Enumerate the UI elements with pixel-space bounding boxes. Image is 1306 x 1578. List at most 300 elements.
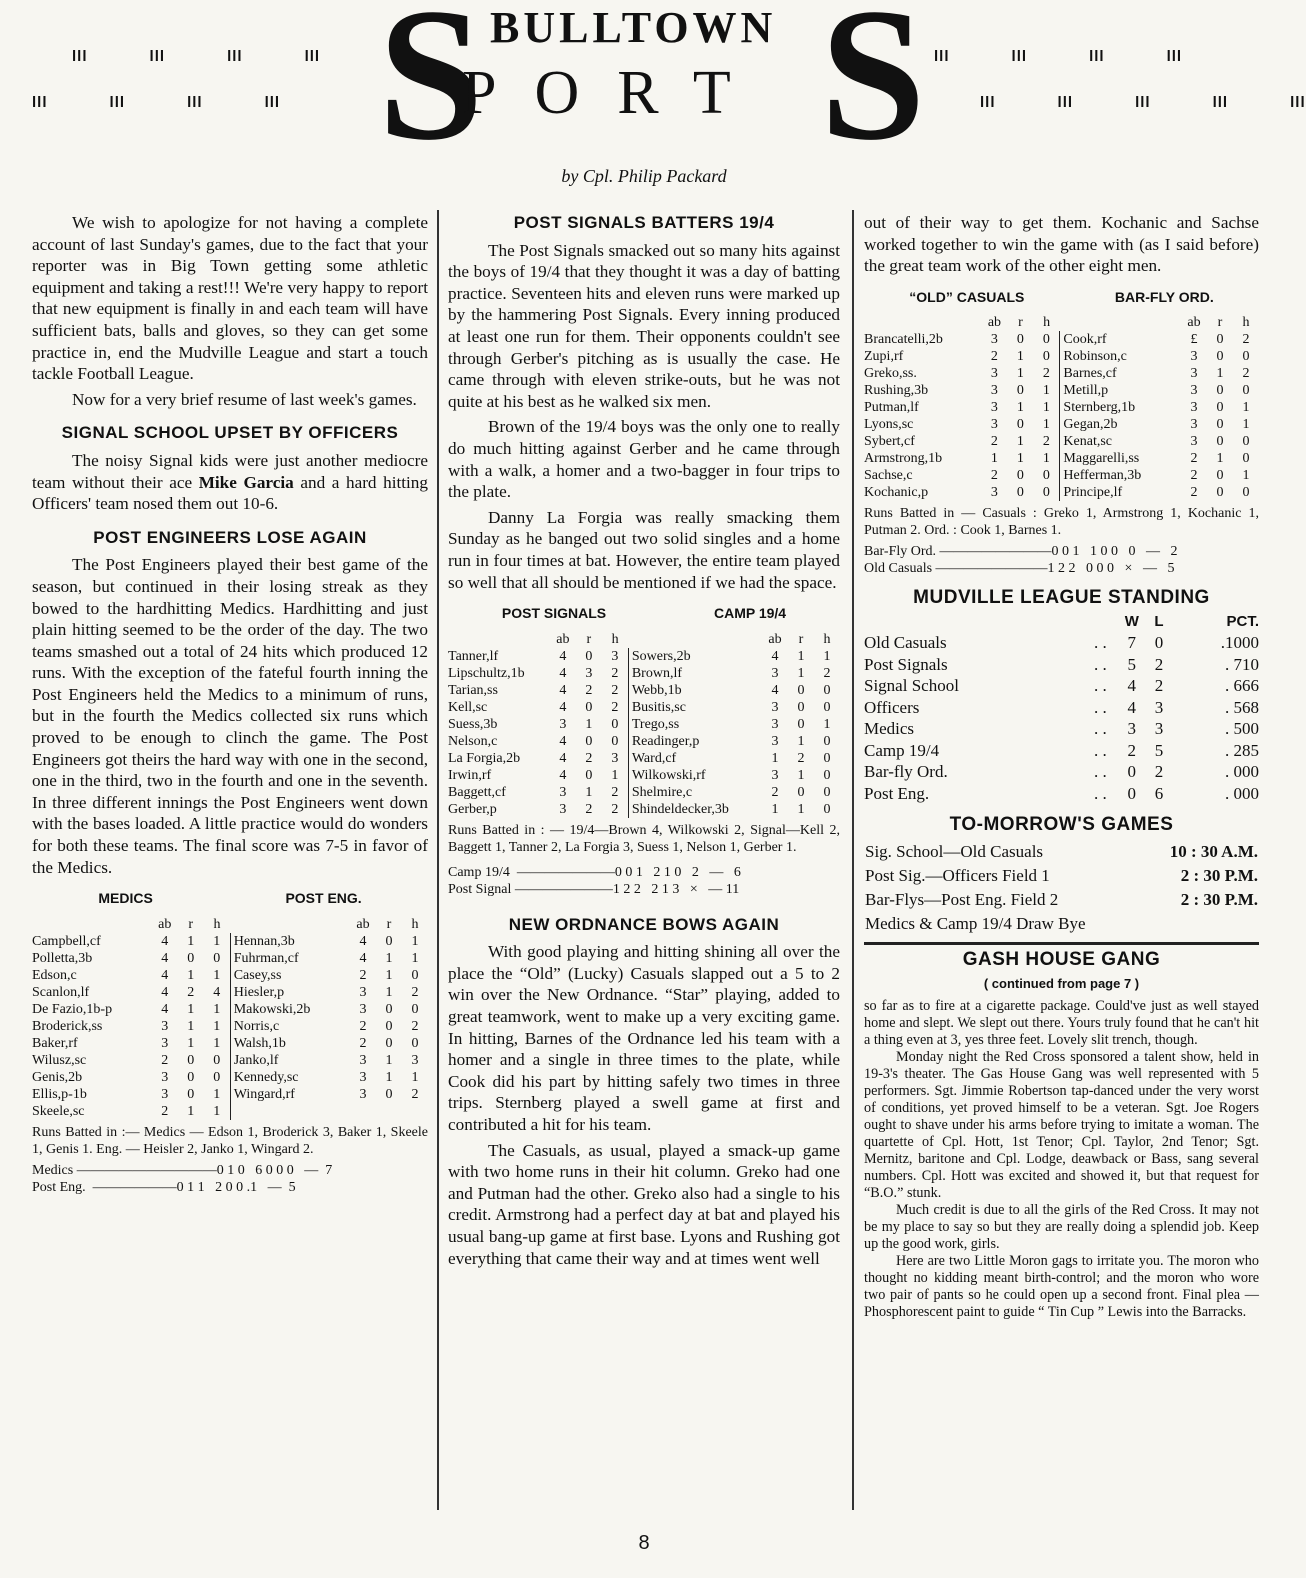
stat-cell: 1 — [385, 950, 393, 966]
losses: 0 — [1154, 633, 1164, 653]
player-name: La Forgia,2b — [448, 750, 521, 766]
stat-cell: 1 — [187, 1103, 195, 1119]
stat-cell: 1 — [611, 767, 619, 783]
stat-cell: 0 — [1216, 400, 1224, 416]
stat-cell: 3 — [1190, 434, 1198, 450]
game-row — [864, 840, 1259, 864]
stat-cell: 1 — [1216, 366, 1224, 382]
player-name: Principe,lf — [1060, 484, 1181, 501]
stat-cell: 2 — [359, 1018, 367, 1034]
game-matchup: Medics & Camp 19/4 Draw Bye — [865, 914, 1086, 934]
stat-cell: 0 — [823, 750, 831, 766]
player-name: Webb,1b — [628, 682, 762, 699]
player-name: Readinger,p — [628, 733, 762, 750]
player-name: Broderick,ss — [32, 1018, 103, 1034]
linescore-posteng: Post Eng. ——————0 1 1 2 0 0 .1 — 5 — [32, 1179, 296, 1195]
stat-cell: 1 — [1242, 468, 1250, 484]
stat-cell: 0 — [1242, 485, 1250, 501]
player-name: Trego,ss — [628, 716, 762, 733]
stat-cell: 3 — [359, 1001, 367, 1017]
stat-cell — [402, 1103, 428, 1120]
stat-cell: 1 — [1042, 451, 1050, 467]
stat-cell: 4 — [161, 967, 169, 983]
wins: 0 — [1127, 762, 1137, 782]
stat-cell: 0 — [1242, 434, 1250, 450]
stat-cell: 1 — [1016, 349, 1024, 365]
stat-cell: 0 — [797, 682, 805, 698]
stat-cell: 4 — [559, 665, 567, 681]
post-signals-paragraph-2: Brown of the 19/4 boys was the only one to really do much hitting against Gerber and he came through with a walk, a homer and a two-bagger in four trips to the plate. — [448, 417, 840, 502]
stat-cell: 1 — [411, 950, 419, 966]
player-name: Janko,lf — [230, 1052, 350, 1069]
stat-cell: 0 — [385, 1035, 393, 1051]
stat-cell: 2 — [359, 967, 367, 983]
losses: 2 — [1154, 654, 1164, 674]
stat-cell: 1 — [385, 1052, 393, 1068]
rbi-casuals: Runs Batted in — Casuals : Greko 1, Armstrong 1, Kochanic 1, Putman 2. Ord. : Cook 1, Barnes 1. — [864, 506, 1259, 539]
player-name: Suess,3b — [448, 716, 498, 732]
box-score-table — [448, 631, 840, 818]
box-score-row — [32, 933, 428, 950]
player-name: Shelmire,c — [628, 784, 762, 801]
box-score-row — [864, 382, 1259, 399]
player-name: Hiesler,p — [230, 984, 350, 1001]
stat-cell: 3 — [359, 1052, 367, 1068]
box-score-header-3: “OLD” CASUALS BAR-FLY ORD. — [909, 288, 1214, 305]
ordnance-continued: out of their way to get them. Kochanic and Sachse worked together to win the game with (as I said before) the great team work of the other eight men. — [864, 213, 1259, 276]
player-name: Kennedy,sc — [230, 1069, 350, 1086]
player-name: Edson,c — [32, 967, 77, 983]
stat-cell: 3 — [1190, 349, 1198, 365]
player-name: Skeele,sc — [32, 1103, 85, 1119]
player-name: Maggarelli,ss — [1060, 450, 1181, 467]
game-row — [864, 864, 1259, 888]
stat-cell: 0 — [823, 767, 831, 783]
stat-cell: 4 — [559, 682, 567, 698]
stat-cell: 2 — [1242, 366, 1250, 382]
stat-cell: 1 — [385, 984, 393, 1000]
wins: 0 — [1127, 783, 1137, 803]
losses: 3 — [1154, 719, 1164, 739]
stat-cell: 1 — [990, 451, 998, 467]
divider — [864, 942, 1259, 945]
stat-cell: 0 — [585, 733, 593, 749]
player-name: Campbell,cf — [32, 933, 101, 949]
player-name: Casey,ss — [230, 967, 350, 984]
post-signals-paragraph-3: Danny La Forgia was really smacking them Sunday as he banged out two solid singles and a home run in four times at bat. However, the entire team played so well that all should be mentioned if we had the space. — [448, 507, 840, 592]
stat-cell: 0 — [411, 1035, 419, 1051]
player-name: Tarian,ss — [448, 682, 498, 698]
team-name: Old Casuals — [864, 633, 947, 653]
stat-cell: 2 — [161, 1052, 169, 1068]
player-name: Hefferman,3b — [1060, 467, 1181, 484]
box-score-row — [32, 1018, 428, 1035]
stat-cell: 3 — [161, 1086, 169, 1102]
player-name: Rushing,3b — [864, 383, 929, 399]
standing-row — [864, 718, 1259, 740]
leader-dots: . . — [1094, 740, 1107, 760]
stat-cell: 0 — [1216, 383, 1224, 399]
rbi-medics: Runs Batted in :— Medics — Edson 1, Broderick 3, Baker 1, Skeele 1, Genis 1. Eng. — Heisler 2, Janko 1, Wingard 2. — [32, 1124, 428, 1157]
stat-cell — [350, 1103, 376, 1120]
stat-cell: 3 — [771, 767, 779, 783]
post-signals-paragraph-1: The Post Signals smacked out so many hits against the boys of 19/4 that they thought it was a day of batting practice. Seventeen hits and eleven runs were marked up by the hammering Post Signals. Every inning produced at least one run for them. Their opponents couldn't see through Gerber's pitching as is usually the case. He came through with eleven strike-outs, but he was not quite at his best as he walked six men. — [448, 240, 840, 411]
stat-cell: 0 — [187, 950, 195, 966]
stat-cell: 1 — [411, 933, 419, 949]
player-name: Fuhrman,cf — [230, 950, 350, 967]
stat-cell: 3 — [771, 733, 779, 749]
stat-cell: 4 — [771, 682, 779, 698]
stat-cell: 1 — [385, 1069, 393, 1085]
stat-cell: 0 — [1216, 468, 1224, 484]
column-3 — [864, 212, 1259, 1321]
stat-cell: 0 — [585, 767, 593, 783]
stat-cell: 2 — [1042, 366, 1050, 382]
team-name: Camp 19/4 — [864, 740, 940, 760]
standing-title: MUDVILLE LEAGUE STANDING — [913, 587, 1210, 609]
stat-cell: 2 — [585, 750, 593, 766]
team-name: Bar-fly Ord. — [864, 762, 948, 782]
stat-cell: 2 — [797, 750, 805, 766]
stat-cell: 0 — [385, 933, 393, 949]
standing-header: W L PCT. — [1124, 612, 1259, 630]
masthead-port: PORT — [462, 59, 769, 127]
stat-cell: 4 — [559, 750, 567, 766]
player-name: Makowski,2b — [230, 1001, 350, 1018]
player-name: Wilusz,sc — [32, 1052, 87, 1068]
stat-cell: 3 — [1190, 383, 1198, 399]
stat-cell: 2 — [823, 665, 831, 681]
game-time — [1145, 912, 1259, 936]
standing-row — [864, 761, 1259, 783]
stat-cell: 1 — [1042, 417, 1050, 433]
stat-cell: 0 — [385, 1086, 393, 1102]
stat-cell: 4 — [559, 648, 567, 664]
box-score-row — [32, 1035, 428, 1052]
stat-cell: 0 — [213, 1052, 221, 1068]
box-score-row — [448, 716, 840, 733]
stat-cell: 3 — [161, 1069, 169, 1085]
stat-cell: 0 — [411, 1001, 419, 1017]
column-rule-1 — [437, 210, 439, 1510]
player-name: Greko,ss. — [864, 366, 917, 382]
stat-cell: 1 — [1242, 417, 1250, 433]
box-score-row — [864, 348, 1259, 365]
stat-cell: 0 — [385, 1018, 393, 1034]
player-name: Brancatelli,2b — [864, 332, 943, 348]
post-engineers-paragraph: The Post Engineers played their best game of the season, but continued in their losing streak as they bowed to the hardhitting Medics. Hardhitting and just plain hitting seemed to be the order of the day. The two teams smashed out a total of 24 hits which produced 12 runs. With the exception of the fateful fourth inning the Post Engineers held the Medics to a minimum of runs, but in the fourth the Medics collected six runs which proved to be enough to clinch the game. The Post Engineers got theirs the hard way with one in the second, one in the third, two in the fourth and one in the seventh. In three different innings the Post Engineers went down with the bases loaded. A little practice would do wonders for both these teams. The final score was 7-5 in favor of the Medics. — [32, 555, 428, 877]
game-matchup: Post Sig.—Officers Field 1 — [865, 866, 1050, 886]
column-2 — [448, 212, 840, 1273]
signal-school-paragraph: The noisy Signal kids were just another mediocre team without their ace Mike Garcia and a hard hitting Officers' team nosed them out 10-6. — [32, 450, 428, 514]
box-score-abrh: ab r h ab r h — [987, 315, 1250, 331]
box-score-row — [864, 450, 1259, 467]
stat-cell: 3 — [990, 332, 998, 348]
player-name: De Fazio,1b-p — [32, 1001, 113, 1017]
player-name: Baggett,cf — [448, 784, 506, 800]
stat-cell: 1 — [411, 1069, 419, 1085]
player-name: Lyons,sc — [864, 417, 914, 433]
stat-cell: 0 — [213, 950, 221, 966]
ornament-right-top: lll lll lll lll — [934, 48, 1183, 65]
headline-new-ordnance: NEW ORDNANCE BOWS AGAIN — [508, 914, 780, 934]
wins: 5 — [1127, 654, 1137, 674]
stat-cell: 4 — [771, 648, 779, 664]
standing-table — [864, 611, 1259, 805]
stat-cell: 3 — [771, 699, 779, 715]
stat-cell: 0 — [1216, 417, 1224, 433]
ordnance-paragraph-1: With good playing and hitting shining all over the place the “Old” (Lucky) Casuals slapped out a 5 to 2 win over the New Ordnance. “Star” playing, added to great teamwork, went to make up a very exciting game. In hitting, Barnes of the Ordnance led his team with a homer and a single in three times to the plate, while Cook did his part by hitting safely two times in three trips. Sternberg played a swell game at first and contributed a hit for his team. — [448, 942, 840, 1135]
leader-dots: . . — [1094, 633, 1107, 653]
stat-cell: 0 — [1242, 451, 1250, 467]
standing-row — [864, 654, 1259, 676]
player-name: Kell,sc — [448, 699, 488, 715]
wins: 3 — [1127, 719, 1137, 739]
stat-cell: 0 — [611, 733, 619, 749]
stat-cell: 0 — [823, 682, 831, 698]
stat-cell: 0 — [585, 648, 593, 664]
stat-cell: 4 — [559, 699, 567, 715]
player-name: Kochanic,p — [864, 485, 929, 501]
stat-cell: 2 — [611, 801, 619, 817]
stat-cell: 3 — [611, 750, 619, 766]
stat-cell: 1 — [797, 665, 805, 681]
pct: . 666 — [1225, 676, 1259, 696]
stat-cell: 0 — [1216, 332, 1224, 348]
leader-dots: . . — [1094, 676, 1107, 696]
game-matchup: Bar-Flys—Post Eng. Field 2 — [865, 890, 1059, 910]
box-score-row — [448, 665, 840, 682]
stat-cell: 2 — [1242, 332, 1250, 348]
gash-paragraph-3: Much credit is due to all the girls of the Red Cross. It may not be my place to say so but they are really doing a splendid job. Keep up the good work, girls. — [864, 1202, 1259, 1253]
linescore-camp: Camp 19/4 ———————0 0 1 2 1 0 2 — 6 — [448, 864, 741, 880]
wins: 4 — [1127, 697, 1137, 717]
stat-cell: 4 — [161, 950, 169, 966]
player-name — [230, 1103, 350, 1120]
team-name: Signal School — [864, 676, 959, 696]
stat-cell: 0 — [411, 967, 419, 983]
stat-cell: 0 — [187, 1069, 195, 1085]
wins: 7 — [1127, 633, 1137, 653]
stat-cell: 2 — [611, 682, 619, 698]
stat-cell: 1 — [213, 1035, 221, 1051]
stat-cell: 2 — [611, 784, 619, 800]
player-name: Sachse,c — [864, 468, 913, 484]
stat-cell: 4 — [161, 984, 169, 1000]
player-name: Ward,cf — [628, 750, 762, 767]
stat-cell: 0 — [213, 1069, 221, 1085]
stat-cell: 3 — [1190, 417, 1198, 433]
player-name: Tanner,lf — [448, 648, 499, 664]
team-name: Post Signals — [864, 654, 948, 674]
stat-cell: 4 — [359, 950, 367, 966]
stat-cell: 0 — [1042, 332, 1050, 348]
stat-cell: 0 — [823, 801, 831, 817]
box-score-row — [32, 984, 428, 1001]
box-score-row — [32, 950, 428, 967]
box-score-abrh: ab r h ab r h — [556, 631, 831, 647]
player-name: Irwin,rf — [448, 767, 492, 783]
player-name: Putman,lf — [864, 400, 919, 416]
stat-cell: 0 — [797, 784, 805, 800]
losses: 2 — [1154, 676, 1164, 696]
stat-cell: 1 — [1242, 400, 1250, 416]
stat-cell: 4 — [559, 733, 567, 749]
stat-cell: 0 — [1016, 417, 1024, 433]
ornament-left-top: lll lll lll lll — [72, 48, 321, 65]
ornament-right-bottom: lll lll lll lll lll — [980, 94, 1306, 111]
stat-cell: 3 — [359, 1069, 367, 1085]
stat-cell: 2 — [585, 682, 593, 698]
box-score-signals-camp — [448, 631, 840, 818]
stat-cell: 2 — [187, 984, 195, 1000]
wins: 2 — [1127, 740, 1137, 760]
gash-subtitle: ( continued from page 7 ) — [983, 975, 1140, 991]
stat-cell: 0 — [1042, 349, 1050, 365]
player-name: Metill,p — [1060, 382, 1181, 399]
page-number: 8 — [638, 1532, 650, 1554]
standing-row — [864, 632, 1259, 654]
player-name: Sybert,cf — [864, 434, 915, 450]
stat-cell: 0 — [1016, 468, 1024, 484]
leader-dots: . . — [1094, 654, 1107, 674]
pct: . 285 — [1225, 740, 1259, 760]
stat-cell: 3 — [161, 1035, 169, 1051]
player-name: Wingard,rf — [230, 1086, 350, 1103]
stat-cell: 3 — [559, 716, 567, 732]
box-score-row — [864, 433, 1259, 450]
stat-cell: 0 — [1042, 485, 1050, 501]
box-score-row — [32, 967, 428, 984]
player-name: Polletta,3b — [32, 950, 93, 966]
stat-cell: 2 — [411, 1086, 419, 1102]
stat-cell: 2 — [990, 434, 998, 450]
stat-cell: 1 — [823, 716, 831, 732]
box-score-row — [448, 784, 840, 801]
tomorrows-games — [864, 840, 1259, 936]
losses: 2 — [1154, 762, 1164, 782]
box-score-table — [864, 314, 1259, 501]
stat-cell: 3 — [771, 665, 779, 681]
stat-cell: 1 — [213, 1001, 221, 1017]
stat-cell: 3 — [559, 801, 567, 817]
stat-cell: 1 — [187, 967, 195, 983]
headline-post-signals: POST SIGNALS BATTERS 19/4 — [513, 213, 775, 232]
masthead-bulltown: BULLTOWN — [490, 3, 777, 52]
stat-cell: 1 — [213, 967, 221, 983]
stat-cell: 2 — [359, 1035, 367, 1051]
stat-cell: 2 — [990, 468, 998, 484]
stat-cell: 1 — [797, 648, 805, 664]
stat-cell: 1 — [797, 801, 805, 817]
league-standing — [864, 611, 1259, 805]
leader-dots: . . — [1094, 762, 1107, 782]
box-score-row — [32, 1001, 428, 1018]
stat-cell: 2 — [771, 784, 779, 800]
column-1 — [32, 212, 428, 1196]
masthead-big-s-right: S — [820, 0, 926, 180]
stat-cell: 1 — [187, 1035, 195, 1051]
pct: . 000 — [1225, 762, 1259, 782]
stat-cell: 1 — [771, 801, 779, 817]
stat-cell: 0 — [187, 1052, 195, 1068]
stat-cell: 4 — [161, 1001, 169, 1017]
box-score-row — [448, 648, 840, 665]
box-score-row — [32, 1052, 428, 1069]
leader-dots: . . — [1094, 783, 1107, 803]
stat-cell: 0 — [1242, 383, 1250, 399]
stat-cell: 1 — [213, 933, 221, 949]
stat-cell: 0 — [1016, 332, 1024, 348]
stat-cell: 0 — [823, 784, 831, 800]
games-table — [864, 840, 1259, 936]
stat-cell: 2 — [1190, 468, 1198, 484]
stat-cell: 1 — [585, 784, 593, 800]
player-name: Lipschultz,1b — [448, 665, 525, 681]
game-row — [864, 912, 1259, 936]
stat-cell: 2 — [1190, 451, 1198, 467]
intro-paragraph-2: Now for a very brief resume of last week's games. — [72, 389, 417, 409]
stat-cell: 4 — [359, 933, 367, 949]
stat-cell: 3 — [359, 1086, 367, 1102]
stat-cell: 2 — [411, 1018, 419, 1034]
box-score-header-2: POST SIGNALS CAMP 19/4 — [501, 605, 787, 622]
gash-title: GASH HOUSE GANG — [962, 949, 1161, 971]
player-name: Genis,2b — [32, 1069, 83, 1085]
box-score-row — [32, 1086, 428, 1103]
player-name: Brown,lf — [628, 665, 762, 682]
box-score-row — [448, 801, 840, 818]
stat-cell: 3 — [1190, 366, 1198, 382]
gash-paragraph-1: so far as to fire at a cigarette package. Could've just as well stayed home and slept. We slept out there. Yours truly found that he can't hit a thing even at 3, yes three feet. Lovely slit trench, though. — [864, 998, 1259, 1049]
player-name: Ellis,p-1b — [32, 1086, 87, 1102]
box-score-row — [448, 733, 840, 750]
stat-cell: 2 — [611, 699, 619, 715]
ornament-left-bottom: lll lll lll lll — [32, 94, 281, 111]
stat-cell: 2 — [411, 984, 419, 1000]
stat-cell: 0 — [1216, 434, 1224, 450]
player-name: Shindeldecker,3b — [628, 801, 762, 818]
player-name: Norris,c — [230, 1018, 350, 1035]
column-rule-2 — [852, 210, 854, 1510]
stat-cell: 1 — [585, 716, 593, 732]
stat-cell: 1 — [187, 1001, 195, 1017]
linescore-casuals: Old Casuals ————————1 2 2 0 0 0 × — 5 — [864, 561, 1175, 577]
stat-cell: 1 — [797, 733, 805, 749]
stat-cell: 1 — [213, 1018, 221, 1034]
stat-cell: 3 — [1190, 400, 1198, 416]
player-name: Kenat,sc — [1060, 433, 1181, 450]
stat-cell — [376, 1103, 402, 1120]
games-title: TO-MORROW'S GAMES — [949, 814, 1174, 836]
team-name: Post Eng. — [864, 783, 930, 803]
player-name: Zupi,rf — [864, 349, 904, 365]
stat-cell: 3 — [990, 485, 998, 501]
leader-dots: . . — [1094, 719, 1107, 739]
player-name: Walsh,1b — [230, 1035, 350, 1052]
stat-cell: 1 — [771, 750, 779, 766]
stat-cell: 2 — [161, 1103, 169, 1119]
box-score-header: MEDICS POST ENG. — [98, 890, 362, 907]
stat-cell: 1 — [187, 1018, 195, 1034]
stat-cell: 3 — [161, 1018, 169, 1034]
masthead-big-s-left: S — [378, 0, 484, 180]
stat-cell: 0 — [797, 716, 805, 732]
stat-cell: 3 — [771, 716, 779, 732]
losses: 5 — [1154, 740, 1164, 760]
gash-paragraph-4: Here are two Little Moron gags to irritate you. The moron who thought no kidding meant birth-control; and the moron who wore two pair of pants so he could open up a second front. Final plea — Phosphorescent paint to guide “ Tin Cup ” Lewis into the Barracks. — [864, 1253, 1259, 1321]
stat-cell: 3 — [411, 1052, 419, 1068]
